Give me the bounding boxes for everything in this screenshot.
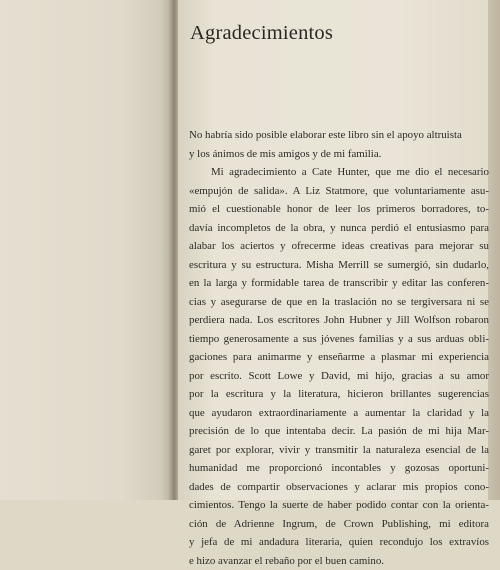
text-line: dades de compartir observaciones y aclarar mis propios cono- (189, 478, 489, 497)
text-line: cias y asegurarse de que en la traslación no se tergiversara ni se (189, 293, 489, 312)
text-line: y los ánimos de mis amigos y de mi familia. (189, 145, 489, 164)
text-line: que ayudaron extraordinariamente a aumentar la claridad y la (189, 404, 489, 423)
text-line: Mi agradecimiento a Cate Hunter, que me dio el necesario (189, 163, 489, 182)
chapter-title: Agradecimientos (190, 22, 333, 45)
left-page (0, 0, 174, 500)
text-line: ción de Adrienne Ingrum, de Crown Publishing, mi editora (189, 515, 489, 534)
text-line: davía incompletos de la obra, y nunca perdió el entusiasmo para (189, 219, 489, 238)
text-line: alabar los aciertos y ofrecerme ideas creativas para mejorar su (189, 237, 489, 256)
text-line: escritura y su estructura. Misha Merrill se sumergió, sin dudarlo, (189, 256, 489, 275)
text-line: gaciones para animarme y enseñarme a plasmar mi experiencia (189, 348, 489, 367)
text-line: precisión de lo que intentaba decir. La pasión de mi hija Mar- (189, 422, 489, 441)
text-line: en la larga y formidable tarea de transcribir y editar las conferen- (189, 274, 489, 293)
text-line: por escrito. Scott Lowe y David, mi hijo, gracias a su amor (189, 367, 489, 386)
text-line: mió el cuestionable honor de leer los primeros borradores, to- (189, 200, 489, 219)
page-edge (488, 0, 500, 500)
text-line: por la escritura y la literatura, hicieron brillantes sugerencias (189, 385, 489, 404)
text-line: cimientos. Tengo la suerte de haber podido contar con la orienta- (189, 496, 489, 515)
text-line: No habría sido posible elaborar este libro sin el apoyo altruista (189, 126, 489, 145)
text-line: perdiera nada. Los escritores John Hubner y Jill Wolfson robaron (189, 311, 489, 330)
text-line: humanidad me proporcionó incontables y gozosas oportuni- (189, 459, 489, 478)
text-line: «empujón de salida». A Liz Statmore, que voluntariamente asu- (189, 182, 489, 201)
text-line: garet por explorar, vivir y transmitir la naturaleza esencial de la (189, 441, 489, 460)
text-line: e hizo avanzar el rebaño por el buen camino. (189, 552, 489, 570)
text-line: y jefa de mi andadura literaria, quien recondujo los extravíos (189, 533, 489, 552)
text-line: tiempo generosamente a sus jóvenes familias y a sus arduas obli- (189, 330, 489, 349)
body-text (189, 126, 489, 570)
